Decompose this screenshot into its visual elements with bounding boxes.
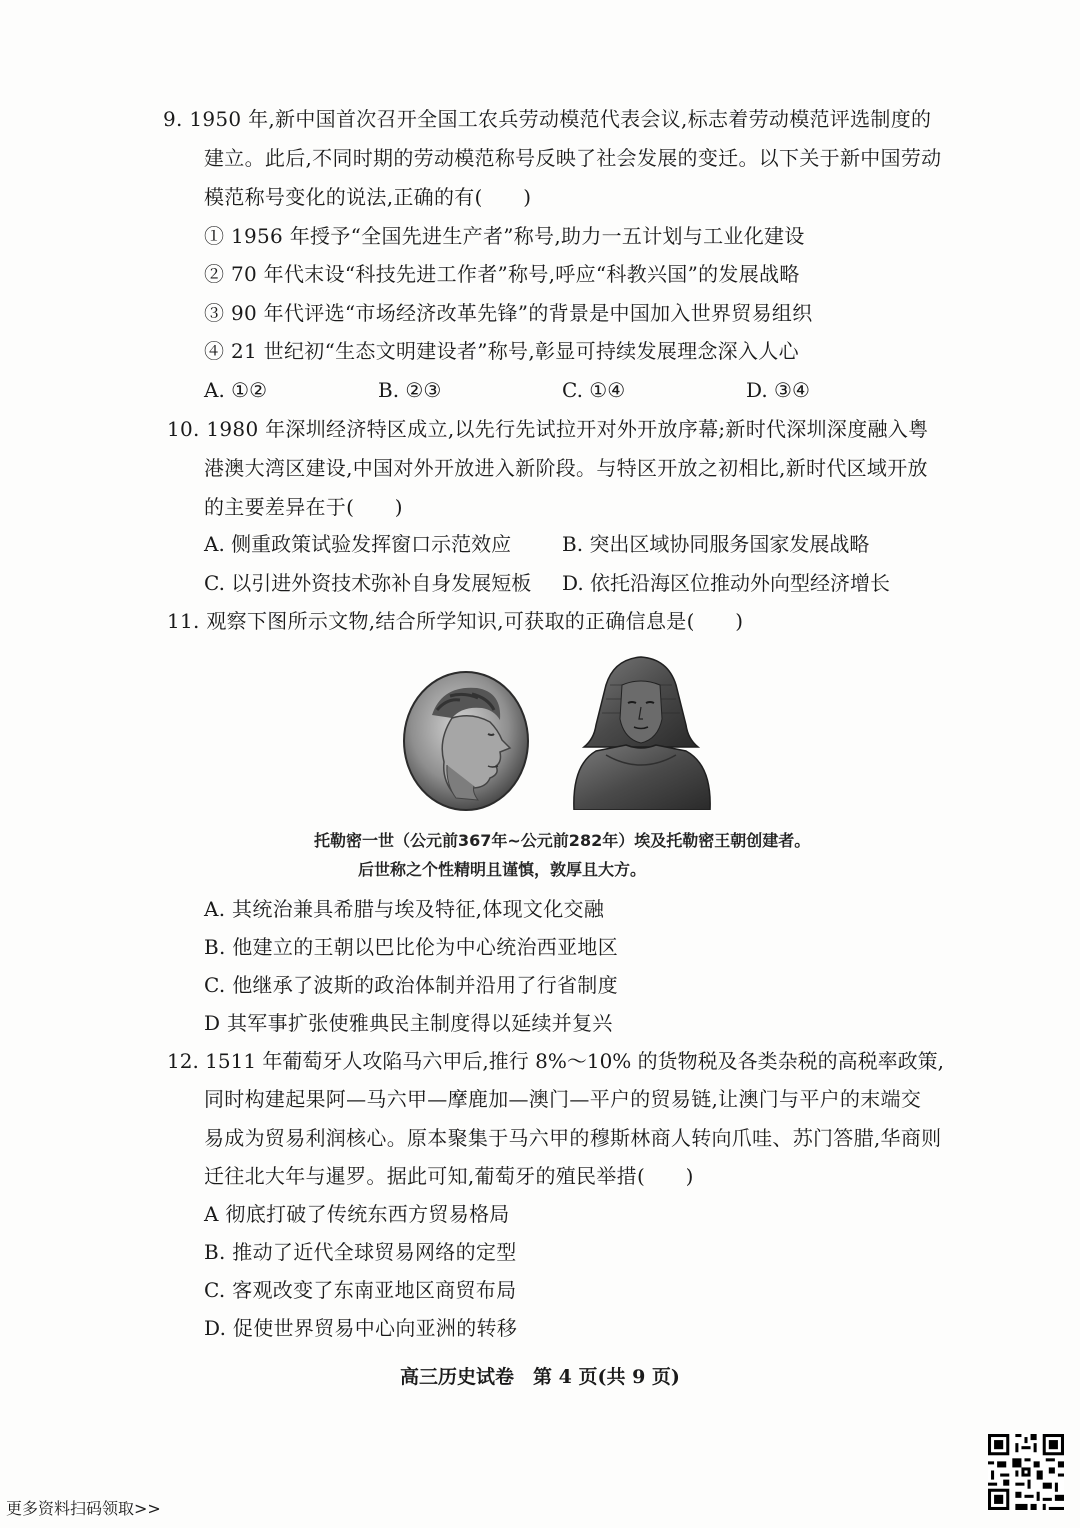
figure-caption-line-1: 托勒密一世（公元前367年~公元前282年）埃及托勒密王朝创建者。 (314, 831, 811, 850)
q10-option-b[interactable]: B. 突出区域协同服务国家发展战略 (562, 532, 870, 556)
q10-stem-line-3: 的主要差异在于( ) (204, 495, 403, 519)
q12-option-a[interactable]: A 彻底打破了传统东西方贸易格局 (204, 1202, 510, 1226)
q10-stem-line-1: 10. 1980 年深圳经济特区成立,以先行先试拉开对外开放序幕;新时代深圳深度融入粤 (167, 417, 929, 441)
q9-stem-line-1: 9. 1950 年,新中国首次召开全国工农兵劳动模范代表会议,标志着劳动模范评选制度的 (163, 107, 932, 131)
q10-option-a[interactable]: A. 侧重政策试验发挥窗口示范效应 (204, 532, 512, 556)
q9-item-3: ③ 90 年代评选“市场经济改革先锋”的背景是中国加入世界贸易组织 (204, 301, 813, 325)
q10-option-c[interactable]: C. 以引进外资技术弥补自身发展短板 (204, 571, 532, 595)
q11-option-d[interactable]: D 其军事扩张使雅典民主制度得以延续并复兴 (204, 1011, 613, 1035)
q10-option-d[interactable]: D. 依托沿海区位推动外向型经济增长 (562, 571, 891, 595)
q9-item-1: ① 1956 年授予“全国先进生产者”称号,助力一五计划与工业化建设 (204, 224, 805, 248)
q9-option-c[interactable]: C. ①④ (562, 378, 626, 402)
q12-option-d[interactable]: D. 促使世界贸易中心向亚洲的转移 (204, 1316, 518, 1340)
bust-image (566, 655, 716, 810)
q11-stem: 11. 观察下图所示文物,结合所学知识,可获取的正确信息是( ) (167, 609, 744, 633)
q9-option-a[interactable]: A. ①② (204, 378, 268, 402)
q9-item-2: ② 70 年代末设“科技先进工作者”称号,呼应“科教兴国”的发展战略 (204, 262, 800, 286)
q12-stem-line-1: 12. 1511 年葡萄牙人攻陷马六甲后,推行 8%～10% 的货物税及各类杂税的高税率政策, (167, 1049, 945, 1073)
q9-option-d[interactable]: D. ③④ (746, 378, 810, 402)
qr-code-icon[interactable] (988, 1434, 1064, 1510)
q9-stem-line-2: 建立。此后,不同时期的劳动模范称号反映了社会发展的变迁。以下关于新中国劳动 (204, 146, 942, 170)
q11-option-b[interactable]: B. 他建立的王朝以巴比伦为中心统治西亚地区 (204, 935, 619, 959)
figure-caption-line-2: 后世称之个性精明且谨慎，敦厚且大方。 (358, 860, 647, 879)
more-resources-link[interactable]: 更多资料扫码领取>> (6, 1499, 161, 1518)
q10-stem-line-2: 港澳大湾区建设,中国对外开放进入新阶段。与特区开放之初相比,新时代区域开放 (204, 456, 928, 480)
page-number-label: 高三历史试卷 第 4 页(共 9 页) (400, 1366, 680, 1388)
q9-stem-line-3: 模范称号变化的说法,正确的有( ) (204, 185, 532, 209)
q11-option-c[interactable]: C. 他继承了波斯的政治体制并沿用了行省制度 (204, 973, 618, 997)
q12-option-c[interactable]: C. 客观改变了东南亚地区商贸布局 (204, 1278, 517, 1302)
q9-item-4: ④ 21 世纪初“生态文明建设者”称号,彰显可持续发展理念深入人心 (204, 339, 799, 363)
q12-stem-line-2: 同时构建起果阿—马六甲—摩鹿加—澳门—平户的贸易链,让澳门与平户的末端交 (204, 1087, 922, 1111)
coin-image (402, 670, 530, 812)
q12-stem-line-4: 迁往北大年与暹罗。据此可知,葡萄牙的殖民举措( ) (204, 1164, 694, 1188)
q12-stem-line-3: 易成为贸易利润核心。原本聚集于马六甲的穆斯林商人转向爪哇、苏门答腊,华商则 (204, 1126, 942, 1150)
q11-option-a[interactable]: A. 其统治兼具希腊与埃及特征,体现文化交融 (204, 897, 605, 921)
q12-option-b[interactable]: B. 推动了近代全球贸易网络的定型 (204, 1240, 517, 1264)
q9-option-b[interactable]: B. ②③ (378, 378, 442, 402)
